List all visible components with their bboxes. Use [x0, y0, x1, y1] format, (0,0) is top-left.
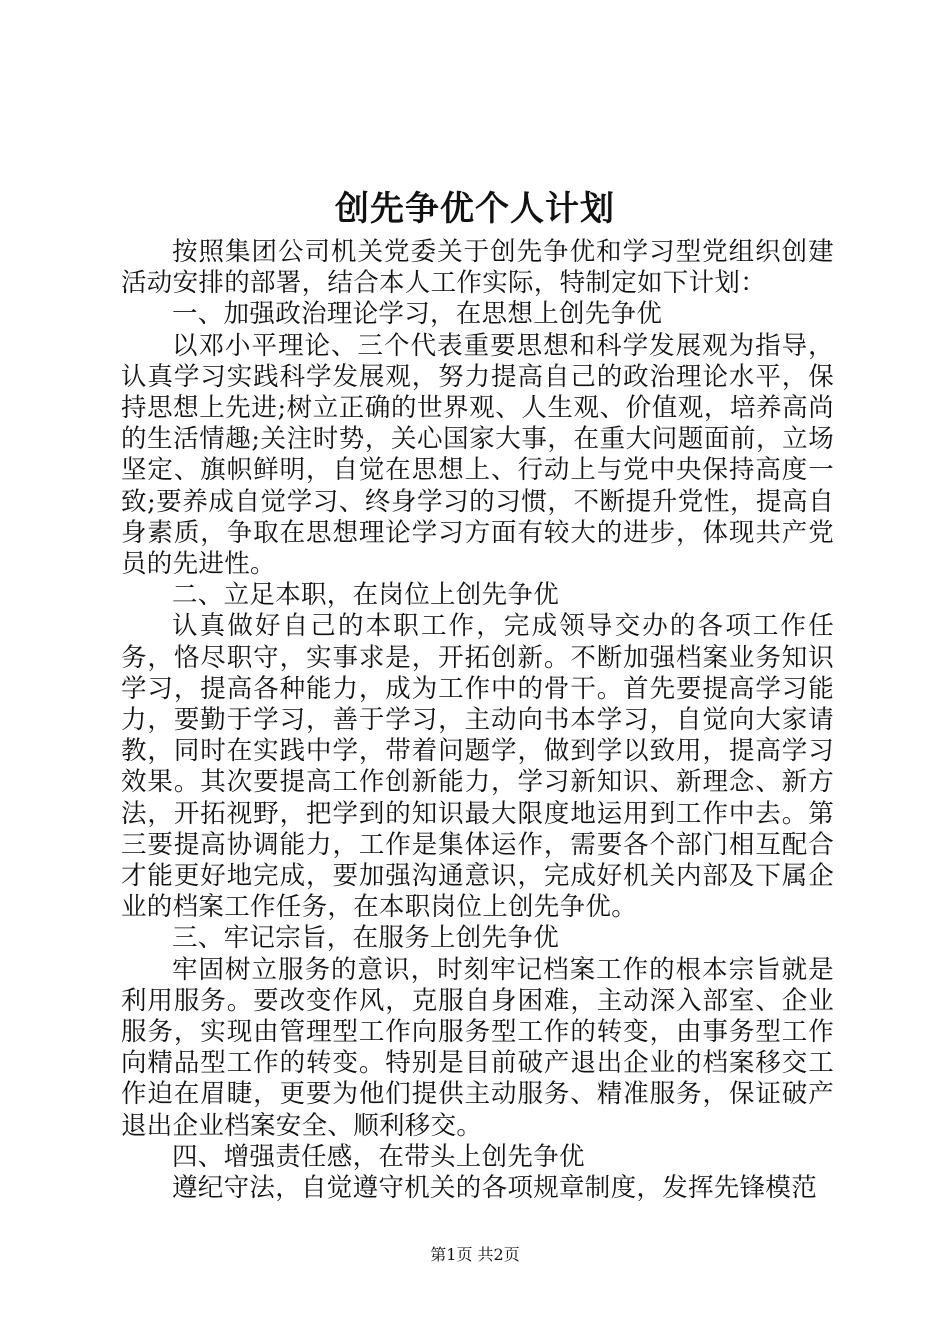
- document-title: 创先争优个人计划: [335, 189, 615, 229]
- page-footer: 第1页 共2页: [430, 1245, 520, 1264]
- section-heading-1: 一、加强政治理论学习，在思想上创先争优: [172, 299, 663, 330]
- section-heading-3: 三、牢记宗旨，在服务上创先争优: [172, 923, 560, 954]
- section-paragraph-2: 认真做好自己的本职工作，完成领导交办的各项工作任务，恪尽职守，实事求是，开拓创新。不断加强档案业务知识学习，提高各种能力，成为工作中的骨干。首先要提高学习能力，要勤于学习，善于学习，主动向书本学习，自觉向大家请教，同时在实践中学，带着问题学，做到学以致用，提高学习效果。其次要提高工作创新能力，学习新知识、新理念、新方法，开拓视野，把学到的知识最大限度地运用到工作中去。第三要提高协调能力，工作是集体运作，需要各个部门相互配合才能更好地完成，要加强沟通意识，完成好机关内部及下属企业的档案工作任务，在本职岗位上创先争优。: [121, 611, 834, 923]
- intro-paragraph: 按照集团公司机关党委关于创先争优和学习型党组织创建活动安排的部署，结合本人工作实际，特制定如下计划：: [121, 237, 834, 299]
- section-heading-4: 四、增强责任感，在带头上创先争优: [172, 1141, 585, 1172]
- section-paragraph-1: 以邓小平理论、三个代表重要思想和科学发展观为指导，认真学习实践科学发展观，努力提高自己的政治理论水平，保持思想上先进;树立正确的世界观、人生观、价值观，培养高尚的生活情趣;关注时势，关心国家大事，在重大问题面前，立场坚定、旗帜鲜明，自觉在思想上、行动上与党中央保持高度一致;要养成自觉学习、终身学习的习惯，不断提升党性，提高自身素质，争取在思想理论学习方面有较大的进步，体现共产党员的先进性。: [121, 330, 834, 580]
- document-body: [121, 237, 834, 1204]
- section-paragraph-3: 牢固树立服务的意识，时刻牢记档案工作的根本宗旨就是利用服务。要改变作风，克服自身困难，主动深入部室、企业服务，实现由管理型工作向服务型工作的转变，由事务型工作向精品型工作的转变。特别是目前破产退出企业的档案移交工作迫在眉睫，更要为他们提供主动服务、精准服务，保证破产退出企业档案安全、顺利移交。: [121, 954, 834, 1141]
- section-heading-2: 二、立足本职，在岗位上创先争优: [172, 580, 560, 611]
- section-paragraph-4: 遵纪守法，自觉遵守机关的各项规章制度，发挥先锋模范: [172, 1173, 818, 1204]
